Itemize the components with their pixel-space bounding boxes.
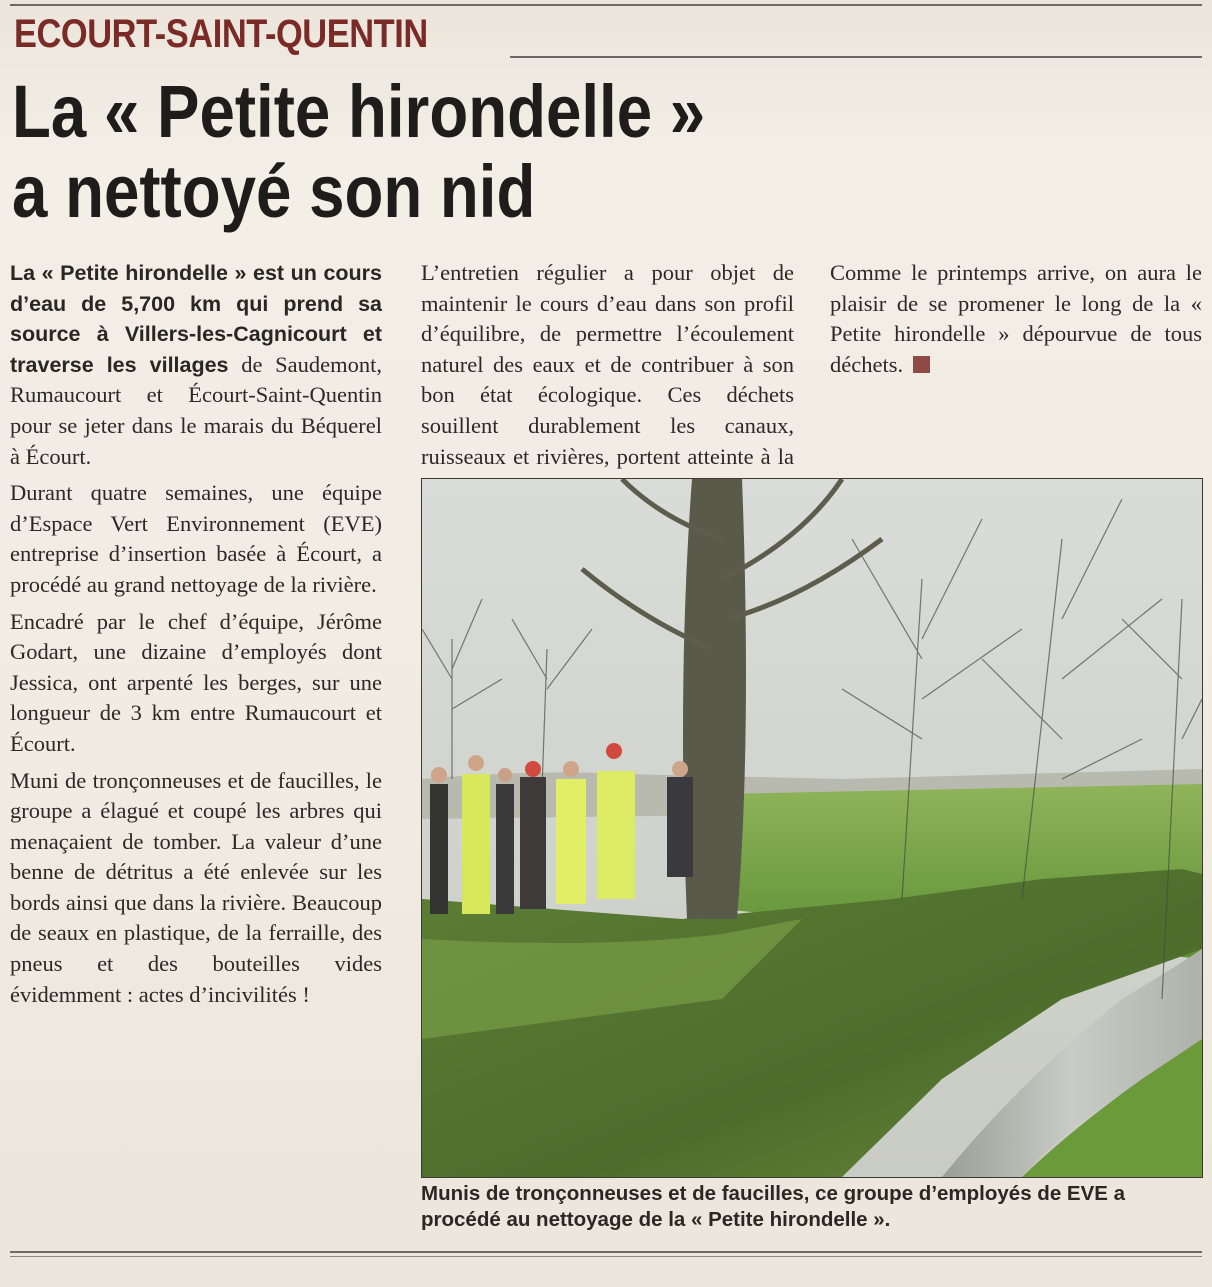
paragraph-6 [830, 258, 1202, 380]
paragraph-6-text: Comme le printemps arrive, on aura le plaisir de se promener le long de la « Petite hirondelle » dépourvue de tous déchets. [830, 260, 1202, 377]
paragraph-4: Muni de tronçonneuses et de faucilles, le groupe a élagué et coupé les arbres qui menaçaient de tomber. La valeur d’une benne de détritus a été enlevée sur les bords ainsi que dans la rivière. Beaucoup de seaux en plastique, de la ferraille, des pneus et des bouteilles vides évidemment : actes d’incivilités ! [10, 767, 382, 1007]
headline [12, 72, 705, 232]
headline-line-1: La « Petite hirondelle » [12, 70, 706, 153]
top-rule [10, 4, 1202, 6]
headline-line-2: a nettoyé son nid [12, 150, 536, 233]
end-of-article-mark [913, 356, 930, 373]
photo-caption: Munis de tronçonneuses et de faucilles, ce groupe d’employés de EVE a procédé au nettoyage de la « Petite hirondelle ». [421, 1182, 1126, 1231]
article-column-1 [10, 258, 382, 1016]
paragraph-1: de Saudemont, Rumaucourt et Écourt-Saint-Quentin pour se jeter dans le marais du Béquerel à Écourt. [10, 351, 382, 469]
bottom-rule [10, 1251, 1202, 1253]
article-photo [421, 478, 1203, 1178]
paragraph-2: Durant quatre semaines, une équipe d’Espace Vert Environnement (EVE) entreprise d’insertion basée à Écourt, a procédé au grand nettoyage de la rivière. [10, 480, 382, 597]
lead-text: La « Petite hirondelle » est un cours d’eau de 5,700 km qui prend sa source à Villers-les-Cagnicourt et traverse les villages [10, 261, 382, 377]
kicker-rule [510, 56, 1202, 58]
section-kicker: ECOURT-SAINT-QUENTIN [14, 12, 428, 56]
riverbank-photo [422, 479, 1202, 1177]
article-column-3 [830, 258, 1202, 386]
paragraph-3: Encadré par le chef d’équipe, Jérôme Godart, une dizaine d’employés dont Jessica, ont arpenté les berges, sur une longueur de 3 km entre Rumaucourt et Écourt. [10, 608, 382, 756]
paragraph-5: L’entretien régulier a pour objet de maintenir le cours d’eau dans son profil d’équilibre, de permettre l’écoulement naturel des eaux et de contribuer à son bon état écologique. Ces déchets souillent durablement les canaux, ruisseaux et rivières, portent atteinte à la [421, 260, 794, 469]
lead-paragraph [10, 258, 382, 472]
bottom-rule-thin [10, 1256, 1202, 1257]
